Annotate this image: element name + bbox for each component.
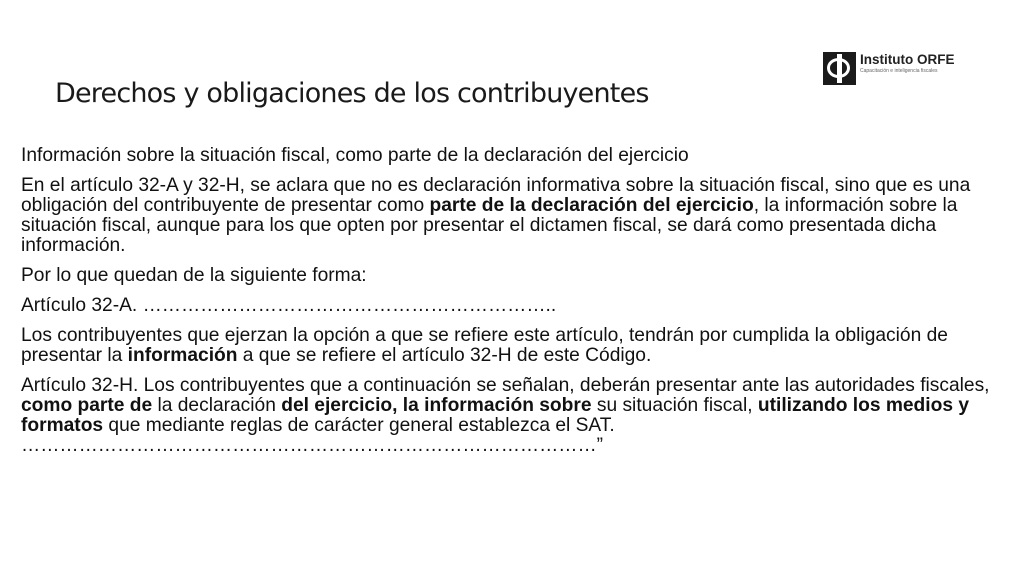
paragraph — [21, 326, 1006, 366]
logo-text — [860, 52, 955, 75]
bold-text: información — [127, 345, 238, 366]
bold-text: utilizando los medios y formatos — [21, 395, 969, 436]
logo-tagline: Capacitación e inteligencia fiscales — [860, 68, 938, 74]
text-segment: a que se refiere el artículo 32-H de este Código. — [237, 345, 652, 366]
text-segment: En el artículo 32-A y 32-H, se aclara que no es declaración informativa sobre la situación fiscal, sino que es una obligación del contribuyente de presentar como — [21, 175, 971, 216]
text-segment: Artículo 32-H. Los contribuyentes que a continuación se señalan, deberán presentar ante las autoridades fiscales, — [21, 375, 990, 396]
text-segment: la declaración — [152, 395, 282, 416]
bold-text: como parte de — [21, 395, 153, 416]
text-segment: Por lo que quedan de la siguiente forma: — [21, 265, 367, 286]
text-segment: que mediante reglas de carácter general establezca el SAT. ………………………………………………………………………………” — [21, 415, 615, 456]
text-segment: , la información sobre la situación fiscal, aunque para los que opten por presentar el dictamen fiscal, se dará como presentada dicha información. — [21, 195, 958, 256]
bold-text: del ejercicio, la información sobre — [281, 395, 592, 416]
institute-logo — [823, 52, 955, 88]
logo-emblem-icon — [823, 52, 856, 85]
logo-name: Instituto ORFE — [860, 52, 955, 67]
text-segment: Los contribuyentes que ejerzan la opción a que se refiere este artículo, tendrán por cumplida la obligación de presentar la — [21, 325, 948, 366]
text-segment: Información sobre la situación fiscal, como parte de la declaración del ejercicio — [21, 145, 689, 166]
slide-title: Derechos y obligaciones de los contribuyentes — [55, 78, 649, 109]
bold-text: parte de la declaración del ejercicio — [429, 195, 754, 216]
slide-body — [21, 146, 1006, 466]
paragraph — [21, 176, 1006, 256]
paragraph — [21, 376, 1006, 456]
text-segment: su situación fiscal, — [591, 395, 758, 416]
paragraph — [21, 266, 1006, 286]
text-segment: Artículo 32-A. ……………………………………………………….. — [21, 295, 557, 316]
paragraph — [21, 296, 1006, 316]
paragraph — [21, 146, 1006, 166]
